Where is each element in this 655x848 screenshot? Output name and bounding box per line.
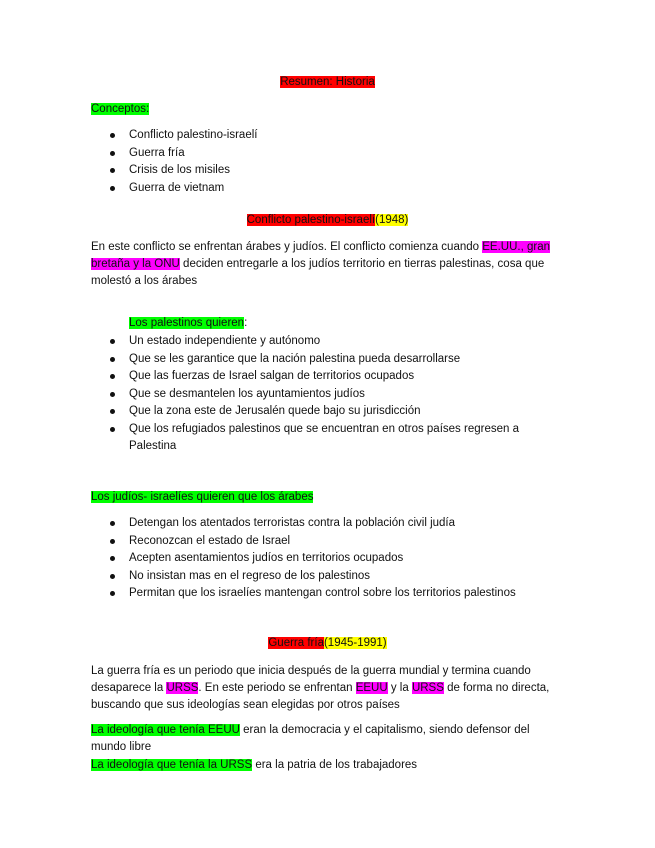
conflicto-paragraph: [91, 239, 561, 290]
highlighted-text: La ideología que tenía EEUU: [91, 724, 240, 736]
palestinos-heading-text: Los palestinos quieren: [129, 317, 245, 329]
list-item: Que las fuerzas de Israel salgan de territorios ocupados: [91, 368, 561, 386]
list-item: Reconozcan el estado de Israel: [91, 533, 561, 551]
paragraph-text: era la patria de los trabajadores: [252, 759, 418, 771]
list-item: Que la zona este de Jerusalén quede bajo su jurisdicción: [91, 403, 561, 421]
judios-heading-text: Los judíos- israelíes quieren que los árabes: [91, 491, 314, 503]
conflicto-heading: [0, 214, 655, 226]
list-item: Guerra fría: [91, 145, 561, 163]
highlighted-text: URSS: [411, 682, 444, 694]
heading-colon: :: [244, 317, 248, 329]
list-item: Que se desmantelen los ayuntamientos judíos: [91, 386, 561, 404]
guerra-fria-heading: [0, 637, 655, 649]
palestinos-heading: [129, 315, 599, 332]
guerra-fria-heading-text: Guerra fría: [268, 637, 324, 649]
judios-list: [91, 515, 561, 603]
conflicto-heading-text: Conflicto palestino-israelí: [246, 214, 376, 226]
list-item: Que se les garantice que la nación palestina pueda desarrollarse: [91, 351, 561, 369]
paragraph-text: . En este periodo se enfrentan: [198, 682, 356, 694]
judios-heading: [91, 489, 561, 506]
list-item: No insistan mas en el regreso de los palestinos: [91, 568, 561, 586]
highlighted-text: EEUU: [355, 682, 388, 694]
paragraph-text: eran la democracia y el capitalismo, siendo defensor del mundo libre: [91, 724, 530, 753]
ideologia-eeuu-paragraph: [91, 722, 561, 756]
ideologia-urss-paragraph: [91, 757, 561, 774]
guerra-fria-paragraph: [91, 663, 561, 714]
title-text: Resumen: Historia: [280, 76, 375, 88]
highlighted-text: La ideología que tenía la URSS: [91, 759, 253, 771]
list-item: Guerra de vietnam: [91, 180, 561, 198]
list-item: Que los refugiados palestinos que se encuentran en otros países regresen a Palestina: [91, 421, 561, 456]
paragraph-text: La guerra fría es un periodo que inicia después de la guerra mundial y termina cuando desaparece la: [91, 665, 531, 694]
paragraph-text: de forma no directa, buscando que sus ideologías sean elegidas por otros países: [91, 682, 550, 711]
list-item: Detengan los atentados terroristas contra la población civil judía: [91, 515, 561, 533]
list-item: Permitan que los israelíes mantengan control sobre los territorios palestinos: [91, 585, 561, 603]
paragraph-text: y la: [387, 682, 412, 694]
guerra-fria-years: (1945-1991): [323, 637, 387, 649]
paragraph-text: En este conflicto se enfrentan árabes y judíos. El conflicto comienza cuando: [91, 241, 483, 253]
list-item: Un estado independiente y autónomo: [91, 333, 561, 351]
list-item: Crisis de los misiles: [91, 162, 561, 180]
document-title: [0, 76, 655, 88]
highlighted-text: URSS: [166, 682, 199, 694]
palestinos-list: [91, 333, 561, 456]
list-item: Acepten asentamientos judíos en territorios ocupados: [91, 550, 561, 568]
conflicto-year: (1948): [375, 214, 409, 226]
conceptos-list: [91, 127, 561, 197]
paragraph-text: deciden entregarle a los judíos territorio en tierras palestinas, cosa que molestó a los árabes: [91, 258, 545, 287]
highlighted-text: EE.UU., gran bretaña y la ONU: [91, 241, 550, 270]
conceptos-heading-text: Conceptos:: [91, 103, 150, 115]
conceptos-heading: [91, 101, 561, 118]
list-item: Conflicto palestino-israelí: [91, 127, 561, 145]
